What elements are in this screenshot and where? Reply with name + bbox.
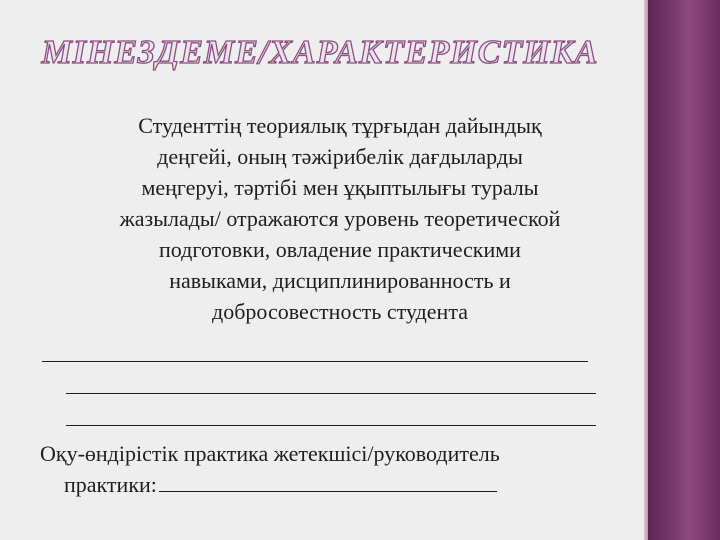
body-text [40,110,640,327]
slide-title: МІНЕЗДЕМЕ/ХАРАКТЕРИСТИКА [41,34,599,71]
body-line: жазылады/ отражаются уровень теоретической [119,206,561,231]
body-line: Студенттің теориялық тұрғыдан дайындық [138,113,542,138]
blank-line [42,361,588,362]
supervisor-signature-row [64,469,497,500]
body-line: навыками, дисциплинированность и [169,268,511,293]
blank-line [66,393,596,394]
blank-line [66,425,596,426]
body-line: деңгейі, оның тәжірибелік дағдыларды [157,144,523,169]
decorative-side-band [644,0,720,540]
supervisor-label-cont: практики: [64,472,157,497]
body-line: добросовестность студента [212,299,468,324]
body-line: подготовки, овладение практическими [159,237,521,262]
body-line: меңгеруі, тәртібі мен ұқыптылығы туралы [141,175,539,200]
supervisor-label: Оқу-өндірістік практика жетекшісі/руководитель [40,441,500,466]
signature-blank [159,471,497,492]
